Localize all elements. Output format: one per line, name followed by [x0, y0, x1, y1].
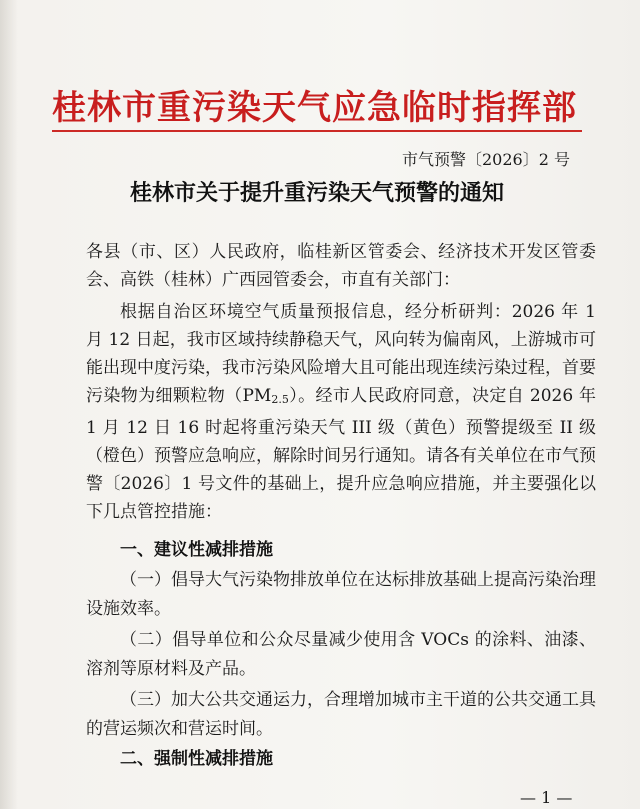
pm-subscript: 2.5	[271, 393, 289, 406]
red-header-divider	[52, 130, 582, 132]
issuing-authority-title: 桂林市重污染天气应急临时指挥部	[52, 88, 577, 128]
measure-item: （三）加大公共交通运力，合理增加城市主干道的公共交通工具的营运频次和营运时间。	[86, 690, 596, 739]
main-paragraph-part-2: ）。经市人民政府同意，决定自 2026 年 1 月 12 日 16 时起将重污染天气 III 级（黄色）预警提级至 II 级（橙色）预警应急响应，解除时间另行通知。请各有关单位在市气预警〔2026〕1 号文件的基础上，提升应急响应措施，并主要强化以下几点管控措施：	[86, 386, 596, 522]
measure-item: （一）倡导大气污染物排放单位在达标排放基础上提高污染治理设施效率。	[86, 570, 596, 619]
page-number: — 1 —	[520, 788, 573, 807]
measure-item: （二）倡导单位和公众尽量减少使用含 VOCs 的涂料、油漆、溶剂等原材料及产品。	[86, 630, 596, 679]
document-number: 市气预警〔2026〕2 号	[402, 150, 570, 169]
section-heading-advisory: 一、建议性减排措施	[120, 540, 273, 560]
section-heading-mandatory: 二、强制性减排措施	[120, 749, 273, 769]
document-title: 桂林市关于提升重污染天气预警的通知	[129, 180, 504, 206]
main-paragraph	[86, 298, 596, 526]
addressee-paragraph: 各县（市、区）人民政府，临桂新区管委会、经济技术开发区管委会、高铁（桂林）广西园管委会，市直有关部门：	[86, 242, 596, 290]
main-paragraph-part-1: 根据自治区环境空气质量预报信息，经分析研判：2026 年 1 月 12 日起，我市区域持续静稳天气，风向转为偏南风，上游城市可能出现中度污染，我市污染风险增大且可能出现连续污染过程，首要污染物为细颗粒物（PM	[86, 302, 596, 406]
